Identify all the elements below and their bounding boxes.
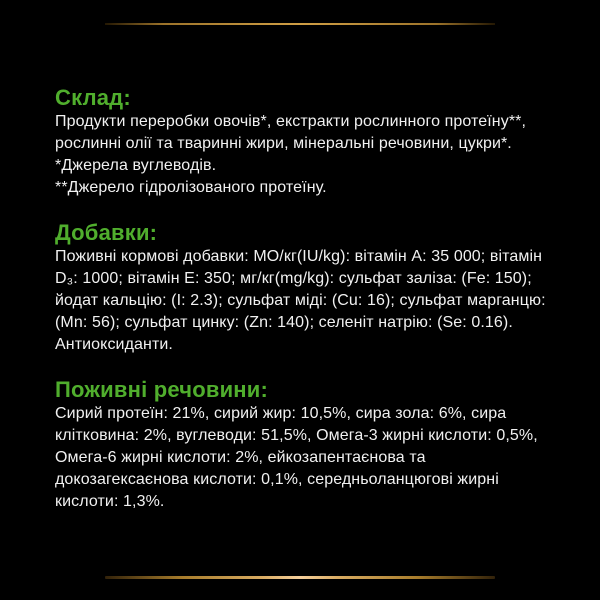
section-composition — [55, 85, 555, 199]
section-additives — [55, 220, 555, 356]
composition-heading: Склад: — [55, 85, 131, 110]
label-content — [55, 85, 555, 513]
additives-heading: Добавки: — [55, 220, 158, 245]
additives-text: Поживні кормові добавки: МО/кг(IU/kg): вітамін A: 35 000; вітамін D₃: 1000; вітамін E: 350; мг/кг(mg/kg): сульфат заліза: (Fe: 150); йодат кальцію: (I: 2.3); сульфат міді: (Cu: 16); сульфат марганцю: (Mn: 56); сульфат цинку: (Zn: 140); селеніт натрію: (Se: 0.16). Антиоксиданти. — [55, 248, 546, 353]
nutrients-heading: Поживні речовини: — [55, 377, 269, 402]
gold-divider-top — [105, 23, 495, 25]
composition-footnote-carbohydrates: *Джерела вуглеводів. — [55, 157, 217, 174]
nutrients-text: Сирий протеїн: 21%, сирий жир: 10,5%, сира зола: 6%, сира клітковина: 2%, вуглеводи: 51,5%, Омега-3 жирні кислоти: 0,5%, Омега-6 жирні кислоти: 2%, ейкозапентаєнова та докозагексаєнова кислоти: 0,1%, середньоланцюгові жирні кислоти: 1,3%. — [55, 405, 538, 510]
composition-footnote-protein: **Джерело гідролізованого протеїну. — [55, 179, 327, 196]
section-nutrients — [55, 377, 555, 513]
gold-divider-bottom — [105, 576, 495, 579]
composition-text: Продукти переробки овочів*, екстракти рослинного протеїну**, рослинні олії та тваринні жири, мінеральні речовини, цукри*. — [55, 113, 527, 152]
